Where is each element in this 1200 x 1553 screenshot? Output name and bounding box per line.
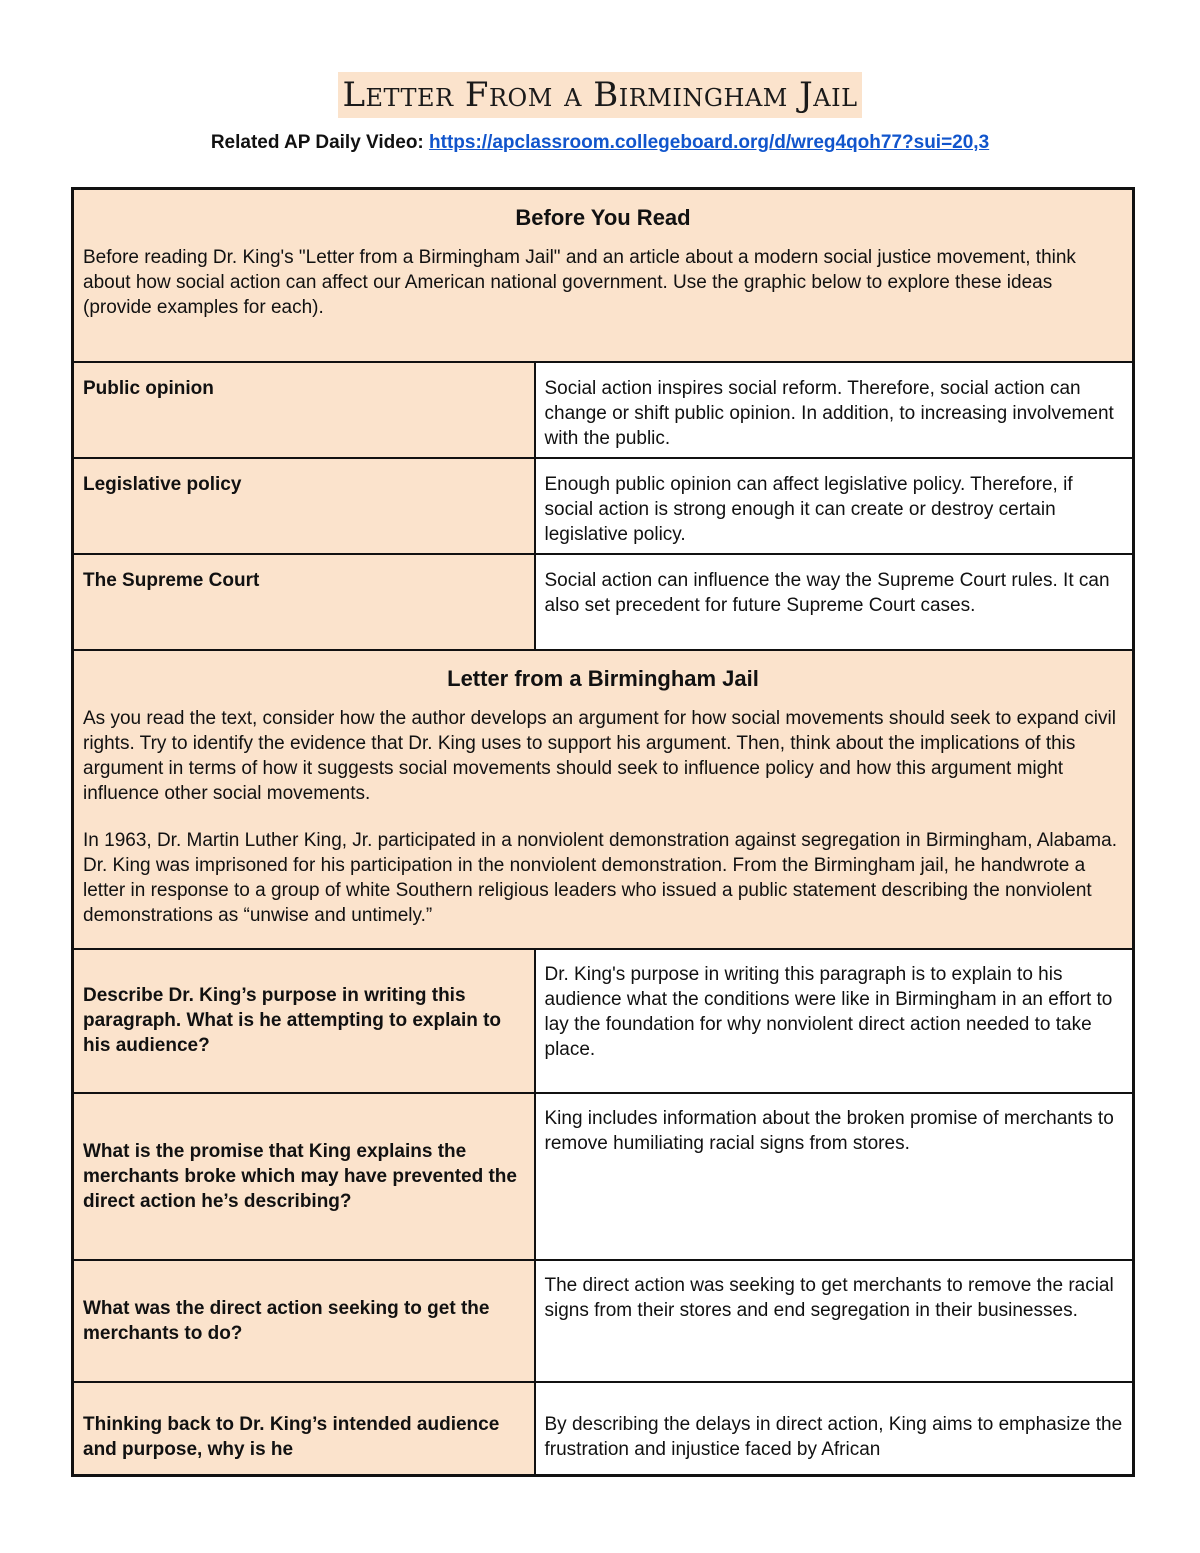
row-label-cell [73,362,535,458]
legislative-policy-label: Legislative policy [83,473,242,495]
answer-cell-2[interactable]: King includes information about the broken promise of merchants to remove humiliating racial signs from stores. [535,1093,1134,1260]
before-you-read-intro: Before reading Dr. King's "Letter from a Birmingham Jail" and an article about a modern social justice movement, think about how social action can affect our American national government. Use the graphic below to explore these ideas (provide examples for each). [83,247,1076,318]
public-opinion-answer[interactable]: Social action inspires social reform. Therefore, social action can change or shift public opinion. In addition, to increasing involvement with the public. [535,362,1134,458]
legislative-policy-answer[interactable]: Enough public opinion can affect legislative policy. Therefore, if social action is strong enough it can create or destroy certain legislative policy. [535,458,1134,554]
letter-section [73,650,1134,949]
related-video-label: Related AP Daily Video: [210,132,424,153]
question-cell-1: Describe Dr. King’s purpose in writing this paragraph. What is he attempting to explain to his audience? [73,949,535,1093]
answer-cell-4[interactable]: By describing the delays in direct action, King aims to emphasize the frustration and injustice faced by African [535,1382,1134,1476]
answer-cell-3[interactable]: The direct action was seeking to get merchants to remove the racial signs from their stores and end segregation in their businesses. [535,1260,1134,1382]
supreme-court-label: The Supreme Court [83,569,260,591]
related-video-line [0,132,1200,154]
question-cell-3: What was the direct action seeking to get the merchants to do? [73,1260,535,1382]
title-wrapper [0,72,1200,118]
question-cell-4: Thinking back to Dr. King’s intended audience and purpose, why is he [73,1382,535,1476]
row-label-cell [73,458,535,554]
worksheet-table [71,187,1135,1477]
row-label-cell [73,554,535,650]
page-title: Letter From a Birmingham Jail [338,72,861,118]
related-video-link[interactable]: https://apclassroom.collegeboard.org/d/wreg4qoh77?sui=20,3 [429,132,990,153]
public-opinion-label: Public opinion [83,377,214,399]
letter-heading: Letter from a Birmingham Jail [447,665,759,691]
before-you-read-heading: Before You Read [515,205,691,230]
question-cell-2: What is the promise that King explains the merchants broke which may have prevented the direct action he’s describing? [73,1093,535,1260]
letter-instructions: As you read the text, consider how the author develops an argument for how social movements should seek to expand civil rights. Try to identify the evidence that Dr. King uses to support his argument. Then, think about the implications of this argument in terms of how it suggests social movements should seek to influence policy and how this argument might influence other social movements. [83,707,1116,804]
answer-cell-1[interactable]: Dr. King's purpose in writing this paragraph is to explain to his audience what the conditions were like in Birmingham in an effort to lay the foundation for why nonviolent direct action needed to take place. [535,949,1134,1093]
letter-background: In 1963, Dr. Martin Luther King, Jr. participated in a nonviolent demonstration against segregation in Birmingham, Alabama. Dr. King was imprisoned for his participation in the nonviolent demonstration. From the Birmingham jail, he handwrote a letter in response to a group of white Southern religious leaders who issued a public statement describing the nonviolent demonstrations as “unwise and untimely.” [83,829,1117,926]
supreme-court-answer[interactable]: Social action can influence the way the Supreme Court rules. It can also set precedent for future Supreme Court cases. [535,554,1134,650]
before-you-read-section [73,189,1134,362]
